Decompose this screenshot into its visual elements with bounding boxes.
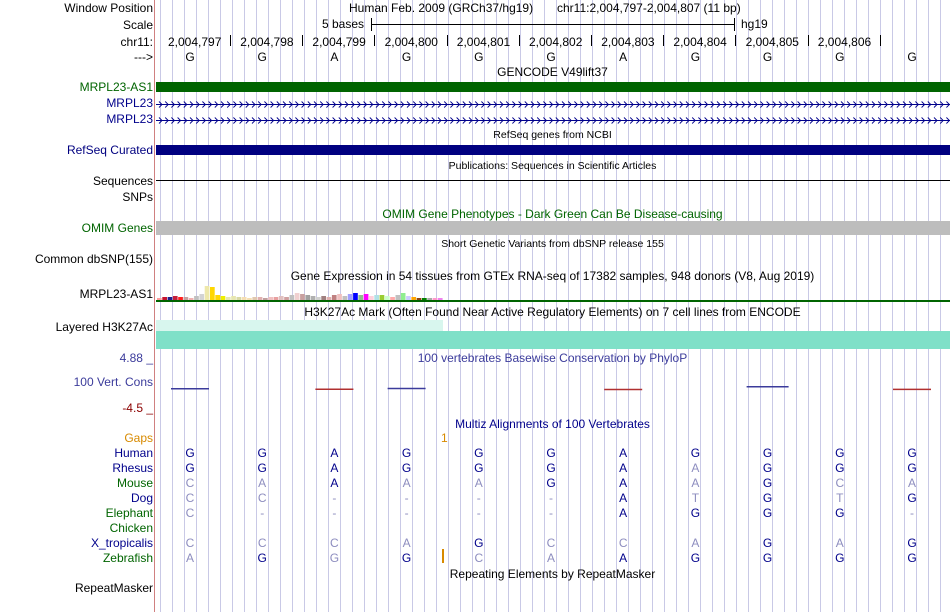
aligned-base: C xyxy=(835,476,845,490)
reference-base: G xyxy=(762,50,773,64)
aligned-base: G xyxy=(474,461,484,475)
chrom-position-tick-label: 2,004,800 xyxy=(384,35,438,49)
aligned-base: G xyxy=(185,446,195,460)
aligned-base: A xyxy=(474,476,483,490)
refseq-track-label[interactable]: RefSeq Curated xyxy=(66,143,153,157)
species-label-rhesus[interactable]: Rhesus xyxy=(112,461,153,475)
chrom-position-tick xyxy=(519,35,520,46)
aligned-base: - xyxy=(404,491,409,505)
aligned-base: G xyxy=(257,461,267,475)
species-label-elephant[interactable]: Elephant xyxy=(105,506,153,520)
chrom-position-tick-label: 2,004,798 xyxy=(240,35,294,49)
aligned-base: A xyxy=(330,476,339,490)
chrom-position-tick xyxy=(302,35,303,46)
chrom-position-tick xyxy=(591,35,592,46)
conservation-track-title: 100 vertebrates Basewise Conservation by PhyloP xyxy=(417,351,688,365)
aligned-base: A xyxy=(619,446,628,460)
aligned-base: C xyxy=(618,536,628,550)
aligned-base: G xyxy=(329,551,340,565)
aligned-base: A xyxy=(907,476,916,490)
aligned-base: C xyxy=(257,536,267,550)
aligned-base: A xyxy=(691,536,700,550)
chrom-position-tick-label: 2,004,804 xyxy=(673,35,727,49)
species-label-zebrafish[interactable]: Zebrafish xyxy=(102,551,153,565)
h3k27ac-track-label[interactable]: Layered H3K27Ac xyxy=(55,320,153,334)
multiz-track-title: Multiz Alignments of 100 Vertebrates xyxy=(455,417,650,431)
dbsnp-track-title: Short Genetic Variants from dbSNP release 155 xyxy=(441,238,664,250)
aligned-base: G xyxy=(762,476,773,490)
aligned-base: - xyxy=(404,506,409,520)
aligned-base: - xyxy=(549,506,553,520)
aligned-base: A xyxy=(330,446,339,460)
gtex-baseline xyxy=(156,300,950,302)
aligned-base: G xyxy=(835,506,845,520)
chrom-position-tick-label: 2,004,797 xyxy=(168,35,222,49)
aligned-base: G xyxy=(690,551,701,565)
gtex-tissue-bar[interactable] xyxy=(401,293,406,300)
aligned-base: G xyxy=(185,461,195,475)
aligned-base: A xyxy=(835,536,844,550)
gencode-track-title: GENCODE V49lift37 xyxy=(497,65,608,79)
aligned-base: A xyxy=(402,536,411,550)
reference-base: G xyxy=(474,50,484,64)
conservation-graph[interactable] xyxy=(156,360,950,410)
gtex-track-title: Gene Expression in 54 tissues from GTEx RNA-seq of 17382 samples, 948 donors (V8, Aug 2019) xyxy=(290,269,815,283)
reference-base: A xyxy=(330,50,339,64)
gtex-track-label[interactable]: MRPL23-AS1 xyxy=(79,287,153,301)
aligned-base: A xyxy=(619,491,628,505)
species-label-dog[interactable]: Dog xyxy=(130,491,153,505)
gencode-item-label-1[interactable]: MRPL23-AS1 xyxy=(79,80,153,94)
chrom-position-tick xyxy=(447,35,448,46)
aligned-base: - xyxy=(260,506,265,520)
aligned-base: G xyxy=(690,506,701,520)
publications-track-title: Publications: Sequences in Scientific Articles xyxy=(448,160,657,172)
aligned-base: C xyxy=(185,476,195,490)
scale-db-label: hg19 xyxy=(741,17,768,31)
aligned-base: C xyxy=(330,536,339,550)
chrom-position-tick xyxy=(735,35,736,46)
scale-bar-label: 5 bases xyxy=(322,17,365,31)
conservation-min-label: -4.5 _ xyxy=(122,401,153,415)
aligned-base: - xyxy=(332,506,337,520)
repeatmasker-track-label[interactable]: RepeatMasker xyxy=(74,581,153,595)
window-position-label: Window Position xyxy=(64,1,153,15)
aligned-base: G xyxy=(907,446,917,460)
aligned-base: C xyxy=(474,551,484,565)
strand-arrow-label: ---> xyxy=(134,50,153,64)
aligned-base: G xyxy=(907,491,917,505)
aligned-base: C xyxy=(185,506,195,520)
aligned-base: G xyxy=(762,461,773,475)
gtex-tissue-bar[interactable] xyxy=(295,293,300,300)
reference-base: G xyxy=(690,50,701,64)
aligned-base: A xyxy=(546,551,555,565)
scale-bar-left-cap xyxy=(371,18,372,31)
gencode-item-label-3[interactable]: MRPL23 xyxy=(106,112,153,126)
aligned-base: C xyxy=(185,491,195,505)
gtex-tissue-bar[interactable] xyxy=(210,287,215,300)
reference-base: G xyxy=(546,50,556,64)
region-coordinates[interactable]: chr11:2,004,797-2,004,807 (11 bp) xyxy=(557,1,741,15)
reference-base: G xyxy=(401,50,412,64)
chrom-position-tick xyxy=(808,35,809,46)
conservation-track-label[interactable]: 100 Vert. Cons xyxy=(73,375,153,389)
gap-count-marker[interactable]: 1 xyxy=(441,431,448,445)
chrom-position-tick xyxy=(663,35,664,46)
aligned-base: G xyxy=(907,461,917,475)
gencode-item-label-2[interactable]: MRPL23 xyxy=(106,96,153,110)
scale-label: Scale xyxy=(122,18,153,32)
aligned-base: G xyxy=(690,446,701,460)
reference-base: G xyxy=(907,50,917,64)
intron-line-icon xyxy=(156,100,950,109)
aligned-base: G xyxy=(546,476,556,490)
reference-base: A xyxy=(619,50,628,64)
scale-bar-right-cap xyxy=(734,18,735,31)
snps-track-label[interactable]: SNPs xyxy=(122,190,153,204)
gtex-tissue-bar[interactable] xyxy=(353,293,358,300)
aligned-base: G xyxy=(835,446,845,460)
aligned-base: - xyxy=(476,491,481,505)
reference-base: G xyxy=(185,50,195,64)
aligned-base: C xyxy=(546,536,556,550)
h3k27ac-signal[interactable] xyxy=(156,331,950,349)
chrom-position-tick xyxy=(374,35,375,46)
aligned-base: A xyxy=(185,551,194,565)
dbsnp-track-label[interactable]: Common dbSNP(155) xyxy=(34,252,153,266)
omim-track-label[interactable]: OMIM Genes xyxy=(81,221,153,235)
species-label-x_tropicalis[interactable]: X_tropicalis xyxy=(90,536,153,550)
gtex-expression-graph[interactable] xyxy=(156,282,950,301)
aligned-base: - xyxy=(549,491,553,505)
zebrafish-gap-marker xyxy=(442,549,444,563)
aligned-base: A xyxy=(619,476,628,490)
species-label-chicken[interactable]: Chicken xyxy=(109,521,153,535)
chrom-position-tick-label: 2,004,803 xyxy=(601,35,655,49)
aligned-base: T xyxy=(836,491,844,505)
conservation-max-label: 4.88 _ xyxy=(119,351,153,365)
aligned-base: - xyxy=(332,491,337,505)
refseq-track-title: RefSeq genes from NCBI xyxy=(493,129,612,141)
aligned-base: C xyxy=(185,536,195,550)
scale-bar xyxy=(371,24,735,25)
aligned-base: G xyxy=(474,536,484,550)
aligned-base: G xyxy=(474,446,484,460)
intron-line-icon xyxy=(156,116,950,125)
aligned-base: G xyxy=(835,461,845,475)
aligned-base: T xyxy=(691,491,700,505)
h3k27ac-signal-low xyxy=(156,320,443,331)
aligned-base: G xyxy=(401,551,412,565)
aligned-base: A xyxy=(691,476,700,490)
aligned-base: G xyxy=(401,446,412,460)
aligned-base: G xyxy=(257,551,267,565)
aligned-base: G xyxy=(835,551,845,565)
chrom-position-tick-label: 2,004,799 xyxy=(312,35,366,49)
reference-base: G xyxy=(835,50,845,64)
species-label-human[interactable]: Human xyxy=(114,446,153,460)
chrom-position-tick-label: 2,004,806 xyxy=(817,35,872,49)
aligned-base: G xyxy=(546,461,556,475)
omim-track-title: OMIM Gene Phenotypes - Dark Green Can Be Disease-causing xyxy=(382,207,723,221)
chrom-position-tick xyxy=(230,35,231,46)
aligned-base: G xyxy=(546,446,556,460)
aligned-base: A xyxy=(330,461,339,475)
publications-sequence-line[interactable] xyxy=(156,180,950,181)
omim-gene-bar[interactable] xyxy=(156,221,950,235)
gencode-item-bar-2[interactable] xyxy=(156,98,950,107)
reference-base: G xyxy=(257,50,267,64)
chrom-position-tick-label: 2,004,805 xyxy=(745,35,799,49)
aligned-base: - xyxy=(476,506,481,520)
gencode-item-bar-3[interactable] xyxy=(156,114,950,123)
aligned-base: A xyxy=(619,551,628,565)
gencode-item-bar-1[interactable] xyxy=(156,82,950,92)
chrom-position-tick-label: 2,004,801 xyxy=(456,35,511,49)
aligned-base: G xyxy=(907,551,917,565)
refseq-gene-bar[interactable] xyxy=(156,145,950,155)
aligned-base: G xyxy=(762,551,773,565)
assembly-name: Human Feb. 2009 (GRCh37/hg19) xyxy=(349,1,534,15)
chrom-position-tick xyxy=(880,35,881,46)
chrom-position-tick-label: 2,004,802 xyxy=(529,35,583,49)
aligned-base: A xyxy=(619,506,628,520)
aligned-base: G xyxy=(762,491,773,505)
aligned-base: - xyxy=(910,506,914,520)
species-label-mouse[interactable]: Mouse xyxy=(116,476,153,490)
aligned-base: A xyxy=(258,476,267,490)
aligned-base: G xyxy=(907,536,917,550)
aligned-base: G xyxy=(762,506,773,520)
aligned-base: A xyxy=(619,461,628,475)
h3k27ac-track-title: H3K27Ac Mark (Often Found Near Active Regulatory Elements) on 7 cell lines from ENCODE xyxy=(304,305,801,319)
aligned-base: G xyxy=(257,446,267,460)
aligned-base: G xyxy=(401,461,412,475)
gtex-tissue-bar[interactable] xyxy=(205,286,210,300)
aligned-base: A xyxy=(402,476,411,490)
aligned-base: G xyxy=(762,446,773,460)
gaps-label[interactable]: Gaps xyxy=(124,431,153,445)
aligned-base: A xyxy=(691,461,700,475)
repeatmasker-track-title: Repeating Elements by RepeatMasker xyxy=(449,567,656,581)
chrom-label: chr11: xyxy=(120,35,153,49)
publications-track-label[interactable]: Sequences xyxy=(92,174,153,188)
aligned-base: C xyxy=(257,491,267,505)
aligned-base: G xyxy=(762,536,773,550)
